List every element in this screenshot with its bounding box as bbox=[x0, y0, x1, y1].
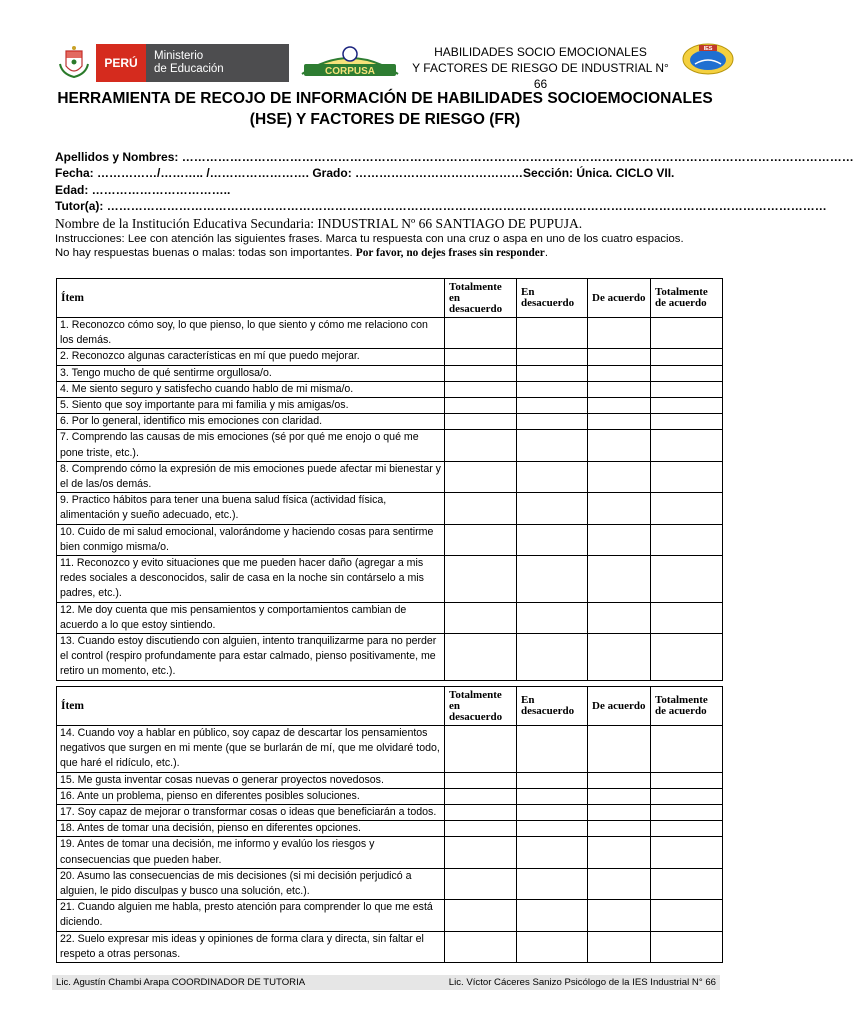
column-header-disagree: En desacuerdo bbox=[517, 279, 588, 318]
answer-box-totally-disagree[interactable] bbox=[445, 524, 517, 555]
table-row bbox=[57, 381, 723, 397]
answer-box-totally-agree[interactable] bbox=[651, 602, 723, 633]
header-title-line1: HABILIDADES SOCIO EMOCIONALES bbox=[434, 45, 647, 59]
footer-psychologist: Lic. Víctor Cáceres Sanizo Psicólogo de la IES Industrial N° 66 bbox=[448, 977, 716, 988]
ministry-name-line2: de Educación bbox=[154, 63, 224, 75]
answer-box-totally-agree[interactable] bbox=[651, 726, 723, 773]
answer-box-agree[interactable] bbox=[588, 805, 651, 821]
answer-box-totally-agree[interactable] bbox=[651, 524, 723, 555]
answer-box-agree[interactable] bbox=[588, 365, 651, 381]
answer-box-agree[interactable] bbox=[588, 772, 651, 788]
age-field[interactable]: Edad: …………………………….. bbox=[55, 183, 231, 197]
footer-coordinator: Lic. Agustín Chambi Arapa COORDINADOR DE TUTORIA bbox=[56, 977, 306, 988]
column-header-totally-disagree: Totalmente en desacuerdo bbox=[445, 687, 517, 726]
answer-box-totally-disagree[interactable] bbox=[445, 381, 517, 397]
answer-box-totally-disagree[interactable] bbox=[445, 821, 517, 837]
item-statement: 4. Me siento seguro y satisfecho cuando hablo de mi misma/o. bbox=[57, 381, 445, 397]
answer-box-totally-agree[interactable] bbox=[651, 821, 723, 837]
item-statement: 7. Comprendo las causas de mis emociones (sé por qué me enojo o qué me pone triste, etc.). bbox=[57, 430, 445, 461]
table-row bbox=[57, 318, 723, 349]
answer-box-totally-disagree[interactable] bbox=[445, 318, 517, 349]
answer-box-agree[interactable] bbox=[588, 414, 651, 430]
table-row bbox=[57, 634, 723, 681]
survey-table-1-body bbox=[57, 318, 723, 681]
answer-box-totally-agree[interactable] bbox=[651, 349, 723, 365]
column-header-totally-disagree: Totalmente en desacuerdo bbox=[445, 279, 517, 318]
table-row bbox=[57, 365, 723, 381]
answer-box-disagree[interactable] bbox=[517, 602, 588, 633]
column-header-totally-agree: Totalmente de acuerdo bbox=[651, 687, 723, 726]
answer-box-agree[interactable] bbox=[588, 556, 651, 603]
item-statement: 17. Soy capaz de mejorar o transformar cosas o ideas que beneficiarán a todos. bbox=[57, 805, 445, 821]
answer-box-disagree[interactable] bbox=[517, 365, 588, 381]
answer-box-agree[interactable] bbox=[588, 837, 651, 868]
answer-box-disagree[interactable] bbox=[517, 414, 588, 430]
item-statement: 18. Antes de tomar una decisión, pienso en diferentes opciones. bbox=[57, 821, 445, 837]
survey-table-2-body bbox=[57, 726, 723, 963]
answer-box-totally-agree[interactable] bbox=[651, 837, 723, 868]
survey-table-1 bbox=[56, 278, 723, 681]
answer-box-disagree[interactable] bbox=[517, 430, 588, 461]
answer-box-totally-agree[interactable] bbox=[651, 398, 723, 414]
answer-box-totally-disagree[interactable] bbox=[445, 365, 517, 381]
survey-table-2 bbox=[56, 686, 723, 963]
item-statement: 11. Reconozco y evito situaciones que me pueden hacer daño (agregar a mis redes sociales a desconocidos, salir de casa en la noche sin contárselo a mis padres, etc.). bbox=[57, 556, 445, 603]
item-statement: 15. Me gusta inventar cosas nuevas o generar proyectos novedosos. bbox=[57, 772, 445, 788]
column-header-disagree: En desacuerdo bbox=[517, 687, 588, 726]
header-title-line2: Y FACTORES DE RIESGO DE INDUSTRIAL N° 66 bbox=[412, 61, 669, 91]
item-statement: 16. Ante un problema, pienso en diferentes posibles soluciones. bbox=[57, 788, 445, 804]
answer-box-disagree[interactable] bbox=[517, 931, 588, 962]
item-statement: 9. Practico hábitos para tener una buena salud física (actividad física, alimentación y sueño adecuado, etc.). bbox=[57, 493, 445, 524]
answer-box-agree[interactable] bbox=[588, 868, 651, 899]
answer-box-totally-disagree[interactable] bbox=[445, 602, 517, 633]
answer-box-agree[interactable] bbox=[588, 430, 651, 461]
table-row bbox=[57, 556, 723, 603]
ministry-name bbox=[146, 44, 289, 82]
answer-box-totally-disagree[interactable] bbox=[445, 931, 517, 962]
instructions-text: No hay respuestas buenas o malas: todas son importantes. bbox=[55, 247, 356, 259]
instructions-line1: Instrucciones: Lee con atención las siguientes frases. Marca tu respuesta con una cruz o aspa en uno de los cuatro espacios. bbox=[55, 233, 684, 245]
page-title bbox=[40, 88, 730, 130]
answer-box-totally-agree[interactable] bbox=[651, 931, 723, 962]
item-statement: 10. Cuido de mi salud emocional, valorándome y haciendo cosas para sentirme bien conmigo misma/o. bbox=[57, 524, 445, 555]
item-statement: 13. Cuando estoy discutiendo con alguien, intento tranquilizarme para no perder el control (respiro profundamente para estar calmado, pienso positivamente, me retiro un momento, etc.). bbox=[57, 634, 445, 681]
peru-label: PERÚ bbox=[96, 44, 146, 82]
answer-box-disagree[interactable] bbox=[517, 772, 588, 788]
answer-box-agree[interactable] bbox=[588, 524, 651, 555]
answer-box-agree[interactable] bbox=[588, 461, 651, 492]
item-statement: 1. Reconozco cómo soy, lo que pienso, lo que siento y cómo me relaciono con los demás. bbox=[57, 318, 445, 349]
item-statement: 8. Comprendo cómo la expresión de mis emociones puede afectar mi bienestar y el de las/os demás. bbox=[57, 461, 445, 492]
instructions-end: . bbox=[544, 247, 548, 259]
item-statement: 22. Suelo expresar mis ideas y opiniones de forma clara y directa, sin faltar el respeto a otras personas. bbox=[57, 931, 445, 962]
ies-logo-text: IES bbox=[703, 46, 713, 52]
item-statement: 14. Cuando voy a hablar en público, soy capaz de descartar los pensamientos negativos que surgen en mi mente (que se burlarán de mí, que me olvidaré todo, que haré el ridículo, etc.). bbox=[57, 726, 445, 773]
column-header-item: Ítem bbox=[57, 279, 445, 318]
answer-box-agree[interactable] bbox=[588, 398, 651, 414]
answer-box-disagree[interactable] bbox=[517, 493, 588, 524]
answer-box-totally-agree[interactable] bbox=[651, 493, 723, 524]
table-row bbox=[57, 931, 723, 962]
answer-box-totally-agree[interactable] bbox=[651, 414, 723, 430]
answer-box-disagree[interactable] bbox=[517, 634, 588, 681]
answer-box-totally-disagree[interactable] bbox=[445, 805, 517, 821]
item-statement: 21. Cuando alguien me habla, presto atención para comprender lo que me está diciendo. bbox=[57, 900, 445, 931]
answer-box-totally-disagree[interactable] bbox=[445, 788, 517, 804]
answer-box-disagree[interactable] bbox=[517, 726, 588, 773]
answer-box-agree[interactable] bbox=[588, 931, 651, 962]
answer-box-totally-agree[interactable] bbox=[651, 900, 723, 931]
answer-box-totally-disagree[interactable] bbox=[445, 556, 517, 603]
answer-box-totally-agree[interactable] bbox=[651, 381, 723, 397]
answer-box-disagree[interactable] bbox=[517, 788, 588, 804]
table-row bbox=[57, 772, 723, 788]
table-row bbox=[57, 461, 723, 492]
answer-box-disagree[interactable] bbox=[517, 398, 588, 414]
column-header-totally-agree: Totalmente de acuerdo bbox=[651, 279, 723, 318]
answer-box-totally-disagree[interactable] bbox=[445, 349, 517, 365]
title-line1: HERRAMIENTA DE RECOJO DE INFORMACIÓN DE HABILIDADES SOCIOEMOCIONALES bbox=[57, 90, 713, 107]
answer-box-totally-disagree[interactable] bbox=[445, 900, 517, 931]
item-statement: 20. Asumo las consecuencias de mis decisiones (si mi decisión perjudicó a alguien, le pido disculpas y busco una solución, etc.). bbox=[57, 868, 445, 899]
answer-box-disagree[interactable] bbox=[517, 556, 588, 603]
item-statement: 3. Tengo mucho de qué sentirme orgullosa/o. bbox=[57, 365, 445, 381]
ies-emblem-icon bbox=[681, 42, 735, 76]
answer-box-agree[interactable] bbox=[588, 726, 651, 773]
answer-box-totally-disagree[interactable] bbox=[445, 868, 517, 899]
answer-box-disagree[interactable] bbox=[517, 524, 588, 555]
answer-box-agree[interactable] bbox=[588, 821, 651, 837]
answer-box-agree[interactable] bbox=[588, 318, 651, 349]
answer-box-totally-disagree[interactable] bbox=[445, 634, 517, 681]
answer-box-totally-disagree[interactable] bbox=[445, 430, 517, 461]
answer-box-totally-disagree[interactable] bbox=[445, 493, 517, 524]
table-row bbox=[57, 900, 723, 931]
table-row bbox=[57, 430, 723, 461]
school-emblem-icon bbox=[296, 44, 404, 82]
answer-box-agree[interactable] bbox=[588, 634, 651, 681]
answer-box-agree[interactable] bbox=[588, 788, 651, 804]
answer-box-totally-agree[interactable] bbox=[651, 805, 723, 821]
table-row bbox=[57, 349, 723, 365]
tutor-field[interactable]: Tutor(a): ……………………………………………………………………………………………………………………………………………………………… bbox=[55, 199, 827, 213]
footer bbox=[52, 975, 720, 990]
answer-box-disagree[interactable] bbox=[517, 837, 588, 868]
name-field[interactable]: Apellidos y Nombres: …………………………………………………………………………………………………………………………………………………… bbox=[55, 150, 854, 164]
instructions-emphasis: Por favor, no dejes frases sin responder bbox=[355, 247, 545, 259]
answer-box-totally-agree[interactable] bbox=[651, 318, 723, 349]
column-header-item: Ítem bbox=[57, 687, 445, 726]
item-statement: 12. Me doy cuenta que mis pensamientos y comportamientos cambian de acuerdo a lo que estoy sintiendo. bbox=[57, 602, 445, 633]
item-statement: 19. Antes de tomar una decisión, me informo y evalúo los riesgos y consecuencias que pueden haber. bbox=[57, 837, 445, 868]
school-logo-text: CORPUSA bbox=[324, 66, 376, 77]
table-row bbox=[57, 524, 723, 555]
table-row bbox=[57, 821, 723, 837]
item-statement: 5. Siento que soy importante para mi familia y mis amigas/os. bbox=[57, 398, 445, 414]
answer-box-agree[interactable] bbox=[588, 900, 651, 931]
answer-box-totally-agree[interactable] bbox=[651, 461, 723, 492]
answer-box-disagree[interactable] bbox=[517, 900, 588, 931]
answer-box-disagree[interactable] bbox=[517, 461, 588, 492]
answer-box-agree[interactable] bbox=[588, 349, 651, 365]
answer-box-totally-agree[interactable] bbox=[651, 772, 723, 788]
answer-box-totally-disagree[interactable] bbox=[445, 772, 517, 788]
answer-box-agree[interactable] bbox=[588, 381, 651, 397]
peru-coat-of-arms-icon bbox=[52, 44, 96, 82]
table-row bbox=[57, 805, 723, 821]
answer-box-agree[interactable] bbox=[588, 602, 651, 633]
column-header-agree: De acuerdo bbox=[588, 687, 651, 726]
answer-box-totally-agree[interactable] bbox=[651, 634, 723, 681]
answer-box-totally-disagree[interactable] bbox=[445, 461, 517, 492]
answer-box-totally-disagree[interactable] bbox=[445, 414, 517, 430]
header-title bbox=[408, 44, 673, 92]
institution-name: Nombre de la Institución Educativa Secundaria: INDUSTRIAL Nº 66 SANTIAGO DE PUPUJA. bbox=[55, 216, 583, 231]
table-row bbox=[57, 837, 723, 868]
item-statement: 2. Reconozco algunas características en mí que puedo mejorar. bbox=[57, 349, 445, 365]
table-row bbox=[57, 493, 723, 524]
answer-box-totally-agree[interactable] bbox=[651, 430, 723, 461]
table-row bbox=[57, 726, 723, 773]
title-line2: (HSE) Y FACTORES DE RIESGO (FR) bbox=[249, 111, 521, 128]
answer-box-totally-agree[interactable] bbox=[651, 788, 723, 804]
date-grade-field[interactable]: Fecha: ……………/……….. /……………………. Grado: ……………………………………Sección: Única. CICLO VII. bbox=[55, 166, 675, 180]
answer-box-disagree[interactable] bbox=[517, 868, 588, 899]
answer-box-totally-agree[interactable] bbox=[651, 365, 723, 381]
answer-box-disagree[interactable] bbox=[517, 349, 588, 365]
answer-box-disagree[interactable] bbox=[517, 821, 588, 837]
item-statement: 6. Por lo general, identifico mis emociones con claridad. bbox=[57, 414, 445, 430]
table-row bbox=[57, 602, 723, 633]
table-row bbox=[57, 868, 723, 899]
answer-box-totally-agree[interactable] bbox=[651, 556, 723, 603]
answer-box-totally-agree[interactable] bbox=[651, 868, 723, 899]
answer-box-disagree[interactable] bbox=[517, 381, 588, 397]
table-row bbox=[57, 398, 723, 414]
table-row bbox=[57, 788, 723, 804]
answer-box-agree[interactable] bbox=[588, 493, 651, 524]
ministry-name-line1: Ministerio bbox=[154, 50, 204, 62]
answer-box-totally-disagree[interactable] bbox=[445, 837, 517, 868]
ministry-logo bbox=[52, 44, 289, 82]
answer-box-totally-disagree[interactable] bbox=[445, 398, 517, 414]
answer-box-disagree[interactable] bbox=[517, 318, 588, 349]
instructions-line2 bbox=[55, 247, 548, 259]
table-row bbox=[57, 414, 723, 430]
answer-box-totally-disagree[interactable] bbox=[445, 726, 517, 773]
column-header-agree: De acuerdo bbox=[588, 279, 651, 318]
answer-box-disagree[interactable] bbox=[517, 805, 588, 821]
